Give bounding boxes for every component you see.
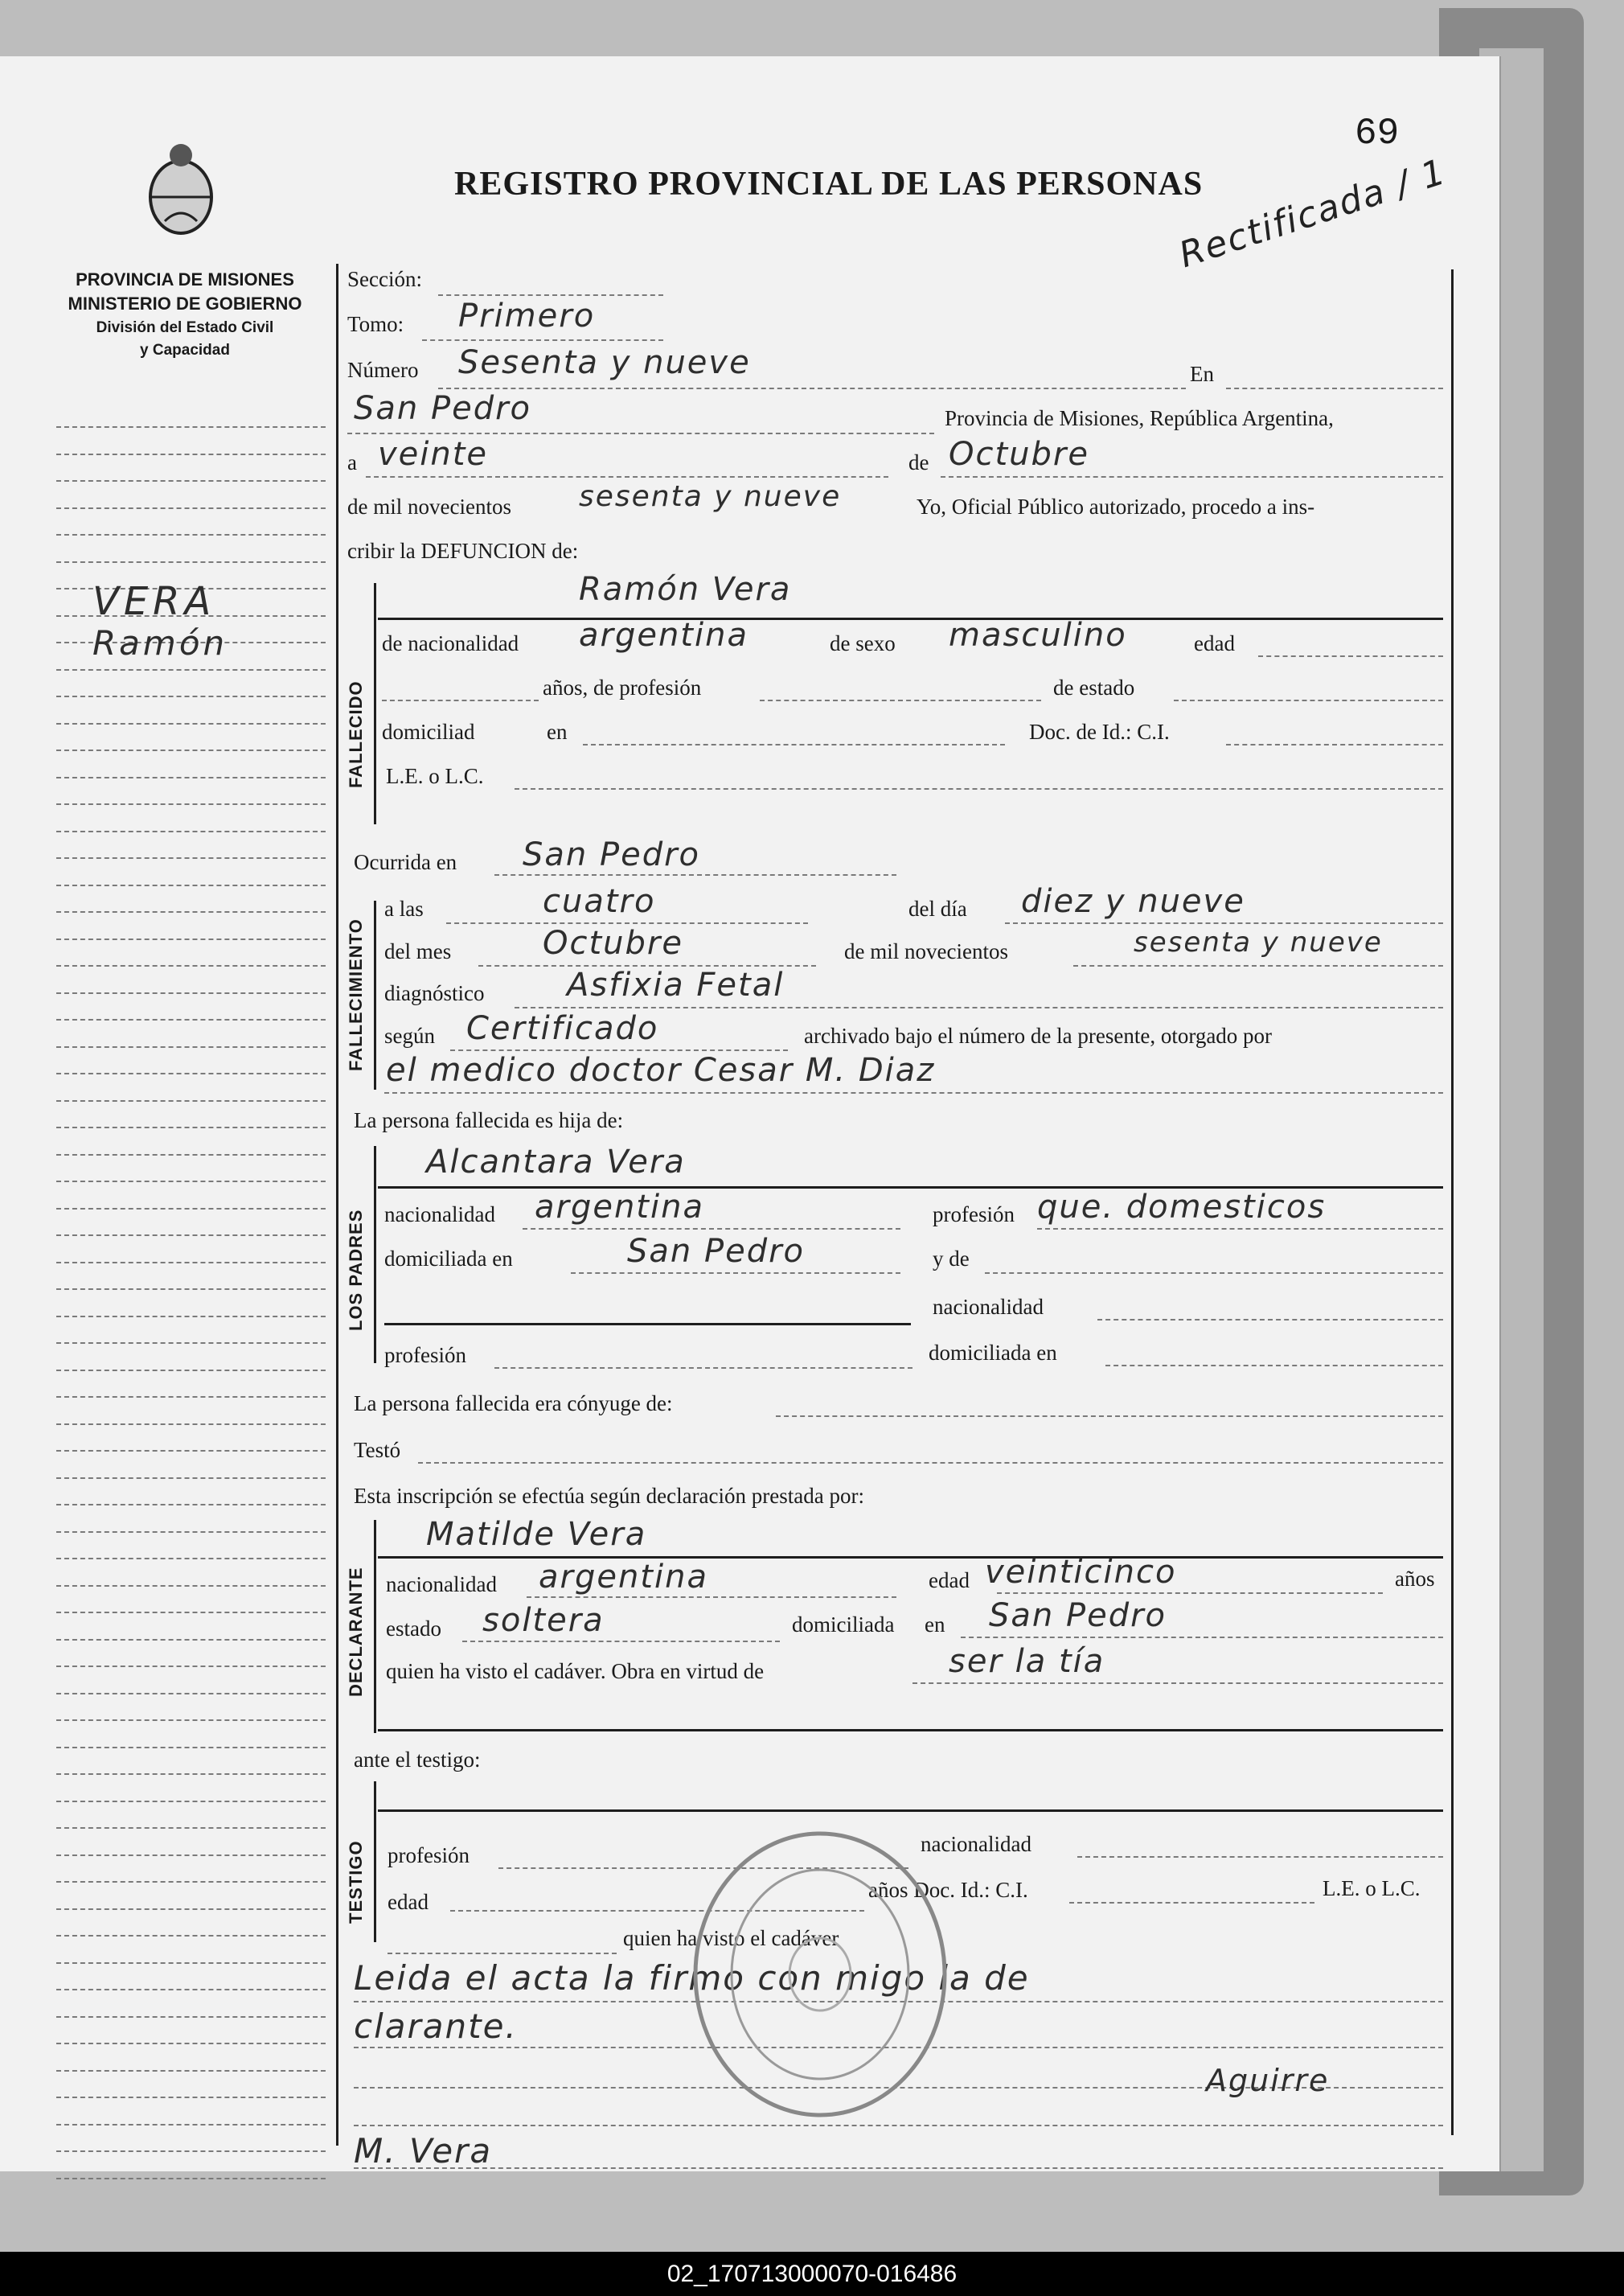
medico-line <box>384 1092 1443 1094</box>
testigo-le-label: L.E. o L.C. <box>1323 1876 1421 1900</box>
segun-value: Certificado <box>466 1010 659 1047</box>
margin-rule <box>56 1639 326 1641</box>
diagnostico-label: diagnóstico <box>384 981 485 1005</box>
margin-rule <box>56 1504 326 1505</box>
seccion-line <box>438 294 663 296</box>
margin-rule <box>56 1234 326 1236</box>
archivado-text: archivado bajo el número de la presente, otorgado por <box>804 1024 1273 1048</box>
official-signature: Aguirre <box>1206 2063 1330 2098</box>
padres-profesion-line <box>1037 1228 1443 1230</box>
fallecido-nacionalidad-label: de nacionalidad <box>382 631 519 655</box>
testigo-intro-label: ante el testigo: <box>354 1748 481 1772</box>
dia-value: veinte <box>378 436 489 473</box>
register-page <box>0 56 1499 2171</box>
seccion-label: Sección: <box>347 267 422 291</box>
madre-value: Alcantara Vera <box>426 1144 686 1181</box>
margin-rule <box>56 480 326 482</box>
testigo-nacionalidad-label: nacionalidad <box>921 1832 1031 1856</box>
testigo-name-line <box>378 1809 1443 1812</box>
padre-line <box>384 1323 911 1325</box>
numero-value: Sesenta y nueve <box>458 344 751 381</box>
fallecido-sexo-label: de sexo <box>830 631 896 655</box>
padres-nacionalidad2-label: nacionalidad <box>933 1295 1044 1319</box>
declarante-nacionalidad-label: nacionalidad <box>386 1572 497 1596</box>
page-number: 69 <box>1355 113 1400 154</box>
padres-profesion-label: profesión <box>933 1202 1015 1226</box>
testigo-edad-label: edad <box>388 1890 429 1914</box>
margin-rule <box>56 1100 326 1102</box>
margin-rule <box>56 696 326 697</box>
margin-rule <box>56 1181 326 1182</box>
fallecimiento-section-label: FALLECIMIENTO <box>346 918 366 1071</box>
declarante-name-line <box>378 1556 1443 1559</box>
tomo-line <box>422 339 663 341</box>
fallecido-en-label: en <box>547 720 568 744</box>
closing-rule <box>354 2167 1443 2169</box>
padres-nacionalidad-value: argentina <box>535 1189 704 1226</box>
margin-rule <box>56 2043 326 2044</box>
padres-domiciliada-value: San Pedro <box>627 1233 806 1270</box>
fallecido-anios-line <box>382 700 539 701</box>
margin-rule <box>56 1693 326 1694</box>
fallecido-section-label: FALLECIDO <box>346 680 366 788</box>
margin-rule <box>56 1935 326 1937</box>
rectificada-stamp: Rectificada / 1 <box>1174 150 1452 277</box>
margin-rule <box>56 1262 326 1263</box>
testigo-visto-label: quien ha visto el cadáver <box>623 1926 839 1950</box>
margin-rule <box>56 1881 326 1883</box>
right-border <box>1451 269 1454 2135</box>
margin-rule <box>56 992 326 994</box>
mil-label: de mil novecientos <box>347 495 511 519</box>
ocurrida-value: San Pedro <box>523 836 701 873</box>
declarante-visto-text: quien ha visto el cadáver. Obra en virtud de <box>386 1659 765 1683</box>
segun-label: según <box>384 1024 435 1048</box>
anio-value: sesenta y nueve <box>579 480 842 513</box>
fallecido-bracket <box>374 583 376 824</box>
fallecido-estado-line <box>1174 700 1443 701</box>
margin-rule <box>56 2124 326 2126</box>
declarante-nacionalidad-value: argentina <box>539 1559 708 1596</box>
margin-rule <box>56 1208 326 1210</box>
lugar-line <box>347 433 934 434</box>
testigo-nacionalidad-line <box>1077 1856 1443 1858</box>
fallecimiento-dia-line <box>1005 922 1443 924</box>
fallecido-name-line <box>378 618 1443 620</box>
margin-rule <box>56 2070 326 2072</box>
en-line <box>1226 388 1443 389</box>
ministry-heading: MINISTERIO DE GOBIERNO <box>68 294 302 314</box>
margin-rule <box>56 885 326 886</box>
padres-nacionalidad-line <box>523 1228 900 1230</box>
hora-line <box>446 922 808 924</box>
del-mes-label: del mes <box>384 939 452 963</box>
fallecido-sexo-value: masculino <box>949 617 1127 654</box>
dia-line <box>366 476 888 478</box>
margin-rule <box>56 723 326 725</box>
margin-rule <box>56 2178 326 2179</box>
margin-rule <box>56 534 326 536</box>
margin-rule <box>56 911 326 913</box>
fallecido-name-value: Ramón Vera <box>579 571 792 608</box>
del-dia-label: del día <box>908 897 967 921</box>
declarante-bracket <box>374 1520 376 1733</box>
conyuge-line <box>776 1415 1443 1417</box>
fallecido-anios-label: años, de profesión <box>543 676 702 700</box>
tomo-label: Tomo: <box>347 312 404 336</box>
division-heading: División del Estado Civil <box>96 319 274 336</box>
fallecimiento-mil-label: de mil novecientos <box>844 939 1008 963</box>
testigo-visto-line <box>388 1953 617 1954</box>
declarant-signature: M. Vera <box>354 2131 493 2171</box>
margin-rule <box>56 1073 326 1074</box>
provincia-text: Provincia de Misiones, República Argentina, <box>945 406 1334 430</box>
margin-given-name: Ramón <box>92 623 228 663</box>
padres-domiciliada2-label: domiciliada en <box>929 1341 1057 1365</box>
mes-value: Octubre <box>949 436 1089 473</box>
ocurrida-line <box>494 874 896 876</box>
fallecido-domiciliad-label: domiciliad <box>382 720 475 744</box>
fallecido-estado-label: de estado <box>1053 676 1135 700</box>
fallecido-profesion-line <box>760 700 1041 701</box>
margin-rule <box>56 1423 326 1425</box>
margin-rule <box>56 1531 326 1533</box>
margin-rule <box>56 1801 326 1802</box>
margin-rule <box>56 454 326 455</box>
margin-rule <box>56 1477 326 1479</box>
margin-rule <box>56 1046 326 1048</box>
margin-rule <box>56 669 326 671</box>
fallecimiento-dia-value: diez y nueve <box>1021 883 1245 920</box>
margin-rule <box>56 1773 326 1775</box>
fallecido-edad-line <box>1258 655 1443 657</box>
hija-de-label: La persona fallecida es hija de: <box>354 1108 624 1132</box>
testigo-anios-doc-label: años Doc. Id.: C.I. <box>868 1878 1028 1902</box>
a-las-label: a las <box>384 897 424 921</box>
fallecimiento-bracket <box>374 901 376 1090</box>
margin-rule <box>56 939 326 940</box>
declarante-bottom-line <box>378 1729 1443 1731</box>
declarante-domiciliada-line <box>961 1637 1443 1638</box>
margin-rule <box>56 1854 326 1856</box>
declarante-edad-line <box>997 1592 1383 1594</box>
margin-rule <box>56 1558 326 1559</box>
fallecido-edad-label: edad <box>1194 631 1235 655</box>
margin-rule <box>56 1827 326 1829</box>
margin-rule <box>56 2097 326 2098</box>
testigo-section-label: TESTIGO <box>346 1840 366 1924</box>
a-label: a <box>347 450 357 474</box>
padres-profesion2-label: profesión <box>384 1343 466 1367</box>
diagnostico-value: Asfixia Fetal <box>567 967 785 1004</box>
declarante-estado-line <box>462 1641 780 1642</box>
margin-rule <box>56 1127 326 1128</box>
margin-rule <box>56 1989 326 1990</box>
margin-rule <box>56 1019 326 1021</box>
margin-rule <box>56 750 326 751</box>
declarante-virtud-value: ser la tía <box>949 1643 1105 1680</box>
official-seal-icon <box>687 1826 953 2123</box>
margin-rule <box>56 1612 326 1613</box>
testo-line <box>418 1462 1443 1464</box>
margin-rule <box>56 1666 326 1667</box>
closing-rule <box>354 2125 1443 2126</box>
oficial-text: Yo, Oficial Público autorizado, procedo a ins- <box>917 495 1315 519</box>
image-id-footer: 02_170713000070-016486 <box>0 2252 1624 2296</box>
declarante-name-value: Matilde Vera <box>426 1516 647 1553</box>
margin-rule <box>56 507 326 509</box>
y-de-line <box>985 1272 1443 1274</box>
declaracion-label: Esta inscripción se efectúa según declaración prestada por: <box>354 1484 864 1508</box>
padres-domiciliada-label: domiciliada en <box>384 1247 513 1271</box>
medico-value: el medico doctor Cesar M. Diaz <box>386 1052 936 1089</box>
declarante-anios-label: años <box>1395 1567 1435 1591</box>
declarante-en-label: en <box>925 1612 945 1637</box>
fallecimiento-anio-value: sesenta y nueve <box>1134 926 1383 959</box>
closing-line-2: clarante. <box>354 2006 518 2046</box>
margin-rule <box>56 1288 326 1290</box>
padres-nacionalidad-label: nacionalidad <box>384 1202 495 1226</box>
page-title: REGISTRO PROVINCIAL DE LAS PERSONAS <box>454 166 1204 203</box>
closing-line-1: Leida el acta la firmo con migo la de <box>354 1958 1030 1998</box>
margin-rule <box>56 561 326 563</box>
declarante-domiciliada-value: San Pedro <box>989 1597 1167 1634</box>
tomo-value: Primero <box>458 298 596 335</box>
province-heading: PROVINCIA DE MISIONES <box>76 269 294 290</box>
y-de-label: y de <box>933 1247 970 1271</box>
declarante-estado-label: estado <box>386 1616 441 1641</box>
testigo-doc-line <box>1069 1902 1314 1904</box>
en-label: En <box>1190 362 1214 386</box>
padres-profesion2-line <box>494 1367 912 1369</box>
fallecimiento-mes-value: Octubre <box>543 925 683 962</box>
coat-of-arms-icon <box>141 141 221 241</box>
fallecido-doc-line <box>1226 744 1443 745</box>
margin-rule <box>56 1316 326 1317</box>
fallecimiento-anio-line <box>1073 965 1443 967</box>
margin-divider <box>336 264 338 2146</box>
de-label: de <box>908 450 929 474</box>
testo-label: Testó <box>354 1438 401 1462</box>
padres-nacionalidad2-line <box>1097 1319 1443 1321</box>
declarante-edad-value: veinticinco <box>985 1554 1177 1591</box>
padres-domiciliada-line <box>571 1272 900 1274</box>
inscribir-text: cribir la DEFUNCION de: <box>347 539 579 563</box>
margin-rule <box>56 1747 326 1748</box>
fallecido-le-label: L.E. o L.C. <box>386 764 484 788</box>
padres-profesion-value: que. domesticos <box>1037 1189 1327 1226</box>
hora-value: cuatro <box>543 883 656 920</box>
padres-domiciliada2-line <box>1105 1365 1443 1366</box>
margin-rule <box>56 1962 326 1964</box>
padres-bracket <box>374 1146 376 1363</box>
margin-rule <box>56 1719 326 1721</box>
fallecido-nacionalidad-value: argentina <box>579 617 748 654</box>
declarante-estado-value: soltera <box>482 1602 605 1639</box>
capacidad-heading: y Capacidad <box>140 342 230 359</box>
fallecido-le-line <box>515 788 1443 790</box>
diagnostico-line <box>515 1007 1443 1008</box>
margin-rule <box>56 1342 326 1344</box>
declarante-section-label: DECLARANTE <box>346 1567 366 1697</box>
declarante-nacionalidad-line <box>527 1596 896 1598</box>
conyuge-label: La persona fallecida era cónyuge de: <box>354 1391 673 1415</box>
margin-rule <box>56 1396 326 1398</box>
fallecido-domicilio-line <box>583 744 1005 745</box>
margin-rule <box>56 857 326 859</box>
margin-rule <box>56 1370 326 1371</box>
testigo-bracket <box>374 1781 376 1942</box>
margin-rule <box>56 426 326 428</box>
segun-line <box>450 1049 788 1051</box>
margin-rule <box>56 1450 326 1452</box>
margin-rule <box>56 2016 326 2018</box>
fallecido-doc-label: Doc. de Id.: C.I. <box>1029 720 1170 744</box>
margin-rule <box>56 965 326 967</box>
numero-line <box>438 388 1186 389</box>
margin-rule <box>56 777 326 778</box>
margin-rule <box>56 803 326 805</box>
margin-rule <box>56 2150 326 2152</box>
margin-rule <box>56 1908 326 1910</box>
mes-line <box>941 476 1443 478</box>
lugar-value: San Pedro <box>354 390 532 427</box>
ocurrida-label: Ocurrida en <box>354 850 457 874</box>
margin-rule <box>56 1585 326 1587</box>
testigo-profesion-label: profesión <box>388 1843 470 1867</box>
margin-rule <box>56 1154 326 1156</box>
padres-section-label: LOS PADRES <box>346 1209 366 1331</box>
declarante-domiciliada-label: domiciliada <box>792 1612 895 1637</box>
declarante-virtud-line <box>912 1682 1443 1684</box>
margin-surname: VERA <box>92 579 216 624</box>
declarante-edad-label: edad <box>929 1568 970 1592</box>
numero-label: Número <box>347 358 419 382</box>
margin-rule <box>56 831 326 832</box>
